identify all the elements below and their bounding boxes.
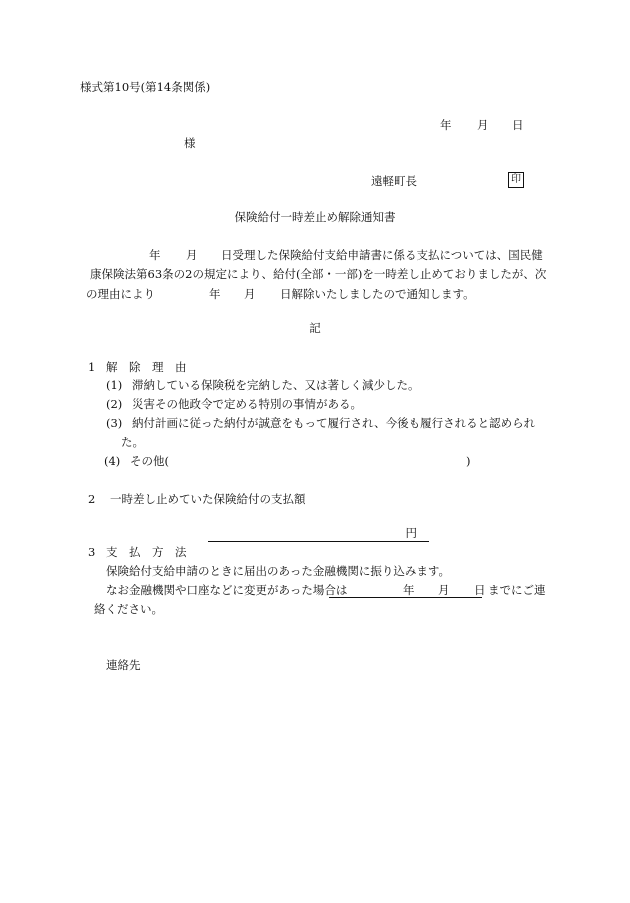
body-line3-start: の理由により — [86, 287, 155, 301]
seal-box: 印 — [508, 172, 524, 188]
date-year-label: 年 — [440, 118, 452, 132]
section3-line1: 保険給付支給申請のときに届出のあった金融機関に振り込みます。 — [106, 564, 450, 578]
section3-heading: 支 払 方 法 — [106, 545, 187, 559]
section3-line2-month: 月 — [438, 583, 450, 597]
section1-item3-cont: た。 — [121, 435, 144, 449]
section1-item2-text: 災害その他政令で定める特別の事情がある。 — [132, 397, 362, 411]
section3-number: 3 — [88, 545, 96, 559]
date-month-label: 月 — [477, 118, 489, 132]
document-title: 保険給付一時差止め解除通知書 — [234, 210, 396, 224]
section1-item1-text: 滞納している保険税を完納した、又は著しく減少した。 — [132, 378, 420, 392]
section1-item3-text: 納付計画に従った納付が誠意をもって履行され、今後も履行されると認められ — [132, 416, 536, 430]
section3-line2-start: なお金融機関や口座などに変更があった場合は — [106, 583, 348, 597]
section1-item4-text: その他( — [130, 454, 169, 468]
section3-line2 — [106, 585, 556, 599]
section2-heading: 一時差し止めていた保険給付の支払額 — [110, 492, 306, 506]
section1-item2-num: (2) — [106, 397, 123, 411]
body-line-2: 康保険法第63条の2の規定により、給付(全部・一部)を一時差し止めておりましたが、次 — [90, 267, 547, 281]
section3-line2-year: 年 — [403, 583, 415, 597]
body-line1-month: 月 — [186, 248, 198, 262]
body-line3-year: 年 — [209, 287, 221, 301]
section1-item4-num: (4) — [104, 454, 121, 468]
body-line1-year: 年 — [149, 248, 161, 262]
section1-item1-num: (1) — [106, 378, 123, 392]
section3-line3: 絡ください。 — [94, 602, 163, 616]
amount-field — [208, 528, 429, 542]
change-deadline-field — [329, 583, 486, 598]
amount-unit: 円 — [405, 526, 417, 540]
section1-heading: 解 除 理 由 — [106, 360, 187, 374]
section1-item4-close: ) — [466, 454, 471, 468]
issuer-mayor: 遠軽町長 — [371, 174, 417, 188]
ki-marker: 記 — [309, 321, 321, 335]
body-line3-rest: 日解除いたしましたので通知します。 — [280, 287, 475, 301]
section1-number: 1 — [88, 360, 96, 374]
form-number: 様式第10号(第14条関係) — [80, 80, 211, 94]
addressee-suffix: 様 — [184, 136, 196, 150]
section2-number: 2 — [88, 492, 96, 506]
section3-line2-day: 日 — [474, 583, 486, 597]
body-line3-month: 月 — [244, 287, 256, 301]
section1-item3-num: (3) — [106, 416, 123, 430]
contact-label: 連絡先 — [106, 658, 141, 672]
section3-line2-rest: までにご連 — [488, 583, 546, 597]
body-line1-rest: 日受理した保険給付支給申請書に係る支払については、国民健 — [221, 248, 543, 262]
date-day-label: 日 — [512, 118, 524, 132]
